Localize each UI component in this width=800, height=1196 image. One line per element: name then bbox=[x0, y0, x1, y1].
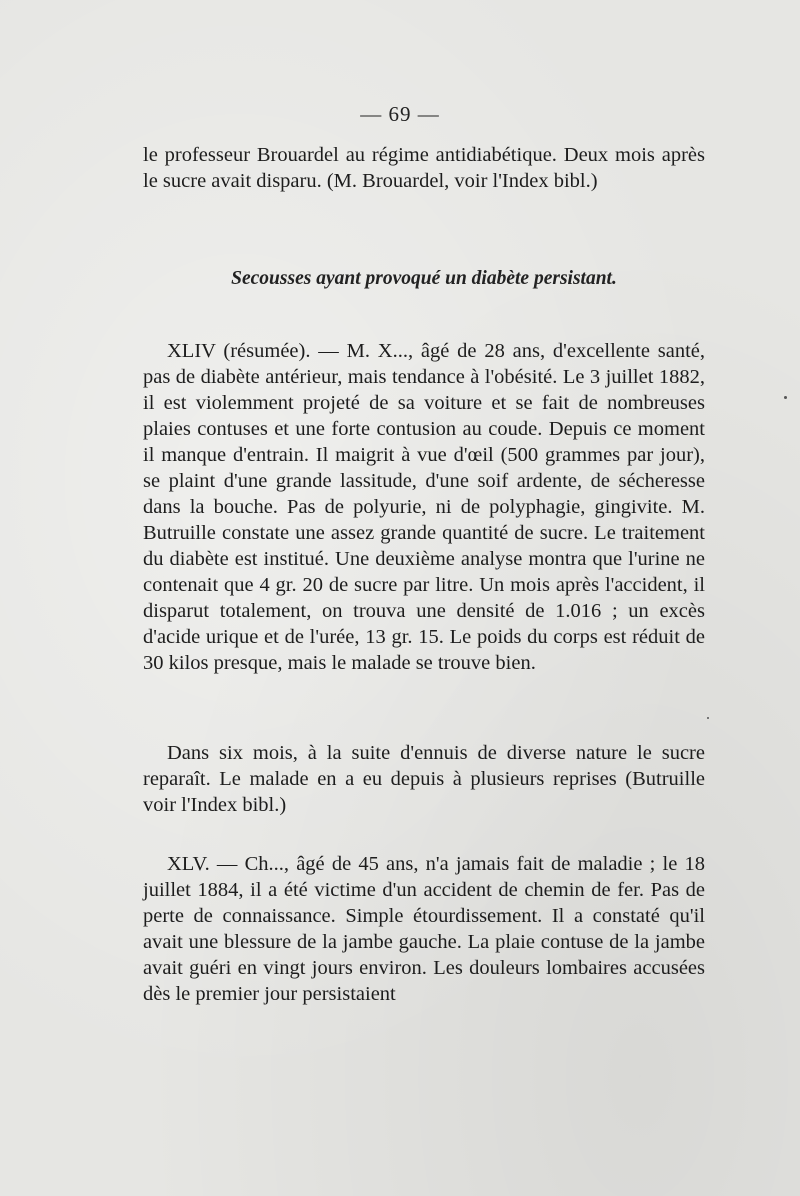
paper-speck bbox=[784, 396, 787, 399]
section-subheading: Secousses ayant provoqué un diabète persistant. bbox=[231, 268, 617, 289]
case-45-paragraph: XLV. — Ch..., âgé de 45 ans, n'a jamais fait de maladie ; le 18 juillet 1884, il a été victime d'un accident de chemin de fer. Pas de perte de connaissance. Simple étourdissement. Il a constaté qu'il avait une blessure de la jambe gauche. La plaie contuse de la jambe avait guéri en vingt jours environ. Les douleurs lombaires accusées dès le premier jour persistaient bbox=[143, 853, 705, 1005]
paper-speck bbox=[707, 717, 709, 719]
case-44-paragraph: XLIV (résumée). — M. X..., âgé de 28 ans, d'excellente santé, pas de diabète antérieur, mais tendance à l'obésité. Le 3 juillet 1882, il est violemment projeté de sa voiture et se fait de nombreuses plaies contuses et une forte contusion au coude. Depuis ce moment il manque d'entrain. Il maigrit à vue d'œil (500 grammes par jour), se plaint d'une grande lassitude, d'une soif ardente, de sécheresse dans la bouche. Pas de polyurie, ni de polyphagie, gingivite. M. Butruille constate une assez grande quantité de sucre. Le traitement du diabète est institué. Une deuxième analyse montra que l'urine ne contenait que 4 gr. 20 de sucre par litre. Un mois après l'accident, il disparut totalement, on trouva une densité de 1.016 ; un excès d'acide urique et de l'urée, 13 gr. 15. Le poids du corps est réduit de 30 kilos presque, mais le malade se trouve bien. bbox=[143, 340, 705, 674]
intro-paragraph: le professeur Brouardel au régime antidiabétique. Deux mois après le sucre avait disparu. (M. Brouardel, voir l'Index bibl.) bbox=[143, 144, 705, 192]
case-44-continuation: Dans six mois, à la suite d'ennuis de diverse nature le sucre reparaît. Le malade en a eu depuis à plusieurs reprises (Butruille voir l'Index bibl.) bbox=[143, 742, 705, 816]
page-number: — 69 — bbox=[360, 102, 440, 126]
